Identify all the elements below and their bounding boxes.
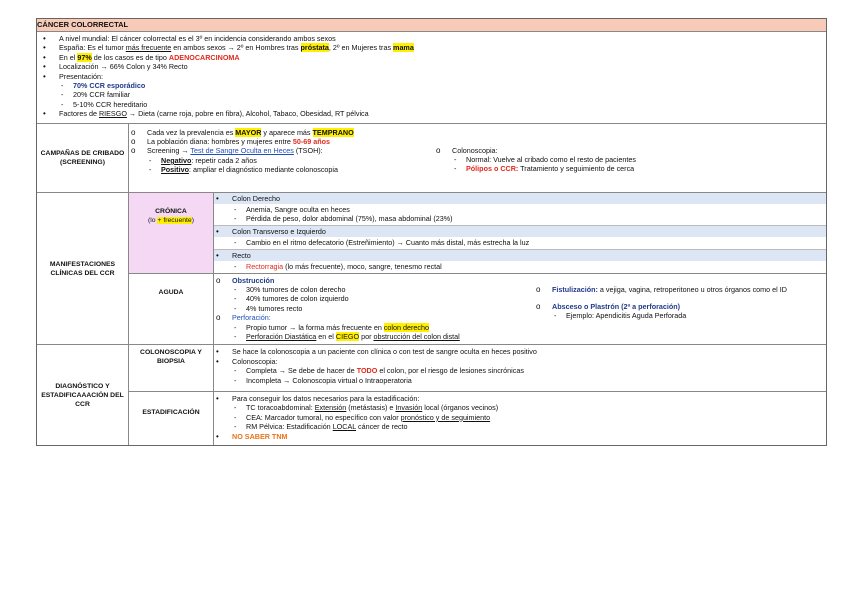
intro-section (37, 32, 826, 124)
manifestaciones-section: MANIFESTACIONES CLÍNICAS DEL CCR CRÓNICA (lo + frecuente) • Colon Derecho - Anemia, Sangre oculta en heces - Pérdida de peso, dolor abdominal (75%), masa abdominal (23%) • Colon Transverso e Izquierdo - Cambio en el ritmo defecatorio (Estreñimiento) → Cuanto más distal, más estrecha la luz • Recto - Rectorragia (lo más frecuente), moco, sangre, tenesmo rectal AGUDA o Obstrucción - 30% tumores de colon derecho - 40% tumores de colon izquierdo - 4% tumores recto o Perforación: - Propio tumor → la forma más frecuente en colon derecho - Perforación Diastática en el CIEGO por obstrucción del colon distal o Fistulización: a vejiga, vagina, retroperitoneo u otros órganos como el ID o Absceso o Plastrón (2ª a perforación) - Ejemplo: Apendicitis Aguda Perforada (37, 193, 826, 346)
diagnostico-section: DIAGNÓSTICO Y ESTADIFICAAACIÓN DEL CCR COLONOSCOPIA Y BIOPSIA • Se hace la colonoscopia a un paciente con clínica o con test de sangre oculta en heces positivo • Colonoscopia: - Completa → Se debe de hacer de TODO el colon, por el riesgo de lesiones sincrónicas - Incompleta → Colonoscopia virtual o Intraoperatoria ESTADIFICACIÓN • Para conseguir los datos necesarios para la estadificación: - TC toracoabdominal: Extensión (metástasis) e Invasión local (órganos vecinos) - CEA: Marcador tumoral, no específico con valor pronóstico y de seguimiento - RM Pélvica: Estadificación LOCAL cáncer de recto • NO SABER TNM (37, 345, 826, 445)
document-table (36, 18, 827, 446)
list-item: • España: Es el tumor más frecuente en ambos sexos → 2º en Hombres tras próstata, 2º en Mujeres tras mama (43, 43, 414, 53)
estadificacion-label: ESTADIFICACIÓN (129, 392, 214, 445)
list-item: • En el 97% de los casos es de tipo ADENOCARCINOMA (43, 52, 240, 62)
diagnostico-label: DIAGNÓSTICO Y ESTADIFICAAACIÓN DEL CCR (37, 345, 129, 445)
list-item: • Presentación: (43, 71, 103, 81)
sub-item: - 20% CCR familiar (61, 90, 131, 100)
aguda-label: AGUDA (129, 274, 214, 345)
table-title: CÁNCER COLORRECTAL (37, 19, 826, 32)
colonoscopia-label: COLONOSCOPIA Y BIOPSIA (129, 345, 214, 391)
cronica-label: CRÓNICA (lo + frecuente) (129, 193, 214, 273)
tsoh-link[interactable]: Test de Sangre Oculta en Heces (190, 146, 294, 156)
list-item: • A nivel mundial: El cáncer colorrectal es el 3º en incidencia considerando ambos sexos (43, 34, 336, 43)
list-item: • Localización → 66% Colon y 34% Recto (43, 62, 188, 72)
manifestaciones-label: MANIFESTACIONES CLÍNICAS DEL CCR (37, 193, 129, 345)
sub-item: - 70% CCR esporádico (61, 81, 146, 91)
cribado-section: CAMPAÑAS DE CRIBADO (SCREENING) o Cada vez la prevalencia es MAYOR y aparece más TEMPRANO o La población diana: hombres y mujeres entre 50-69 años o Screening → Test de Sangre Oculta en Heces (TSOH): - Negativo: repetir cada 2 años - Positivo: ampliar el diagnóstico mediante colonoscopia o Colonoscopia: - Normal: Vuelve al cribado como el resto de pacientes - Pólipos o CCR: Tratamiento y seguimiento de cerca (37, 124, 826, 193)
cribado-label: CAMPAÑAS DE CRIBADO (SCREENING) (37, 124, 129, 192)
sub-item: - 5-10% CCR hereditario (61, 99, 148, 109)
list-item: • Factores de RIESGO → Dieta (carne roja, pobre en fibra), Alcohol, Tabaco, Obesidad, RT pélvica (43, 109, 369, 119)
